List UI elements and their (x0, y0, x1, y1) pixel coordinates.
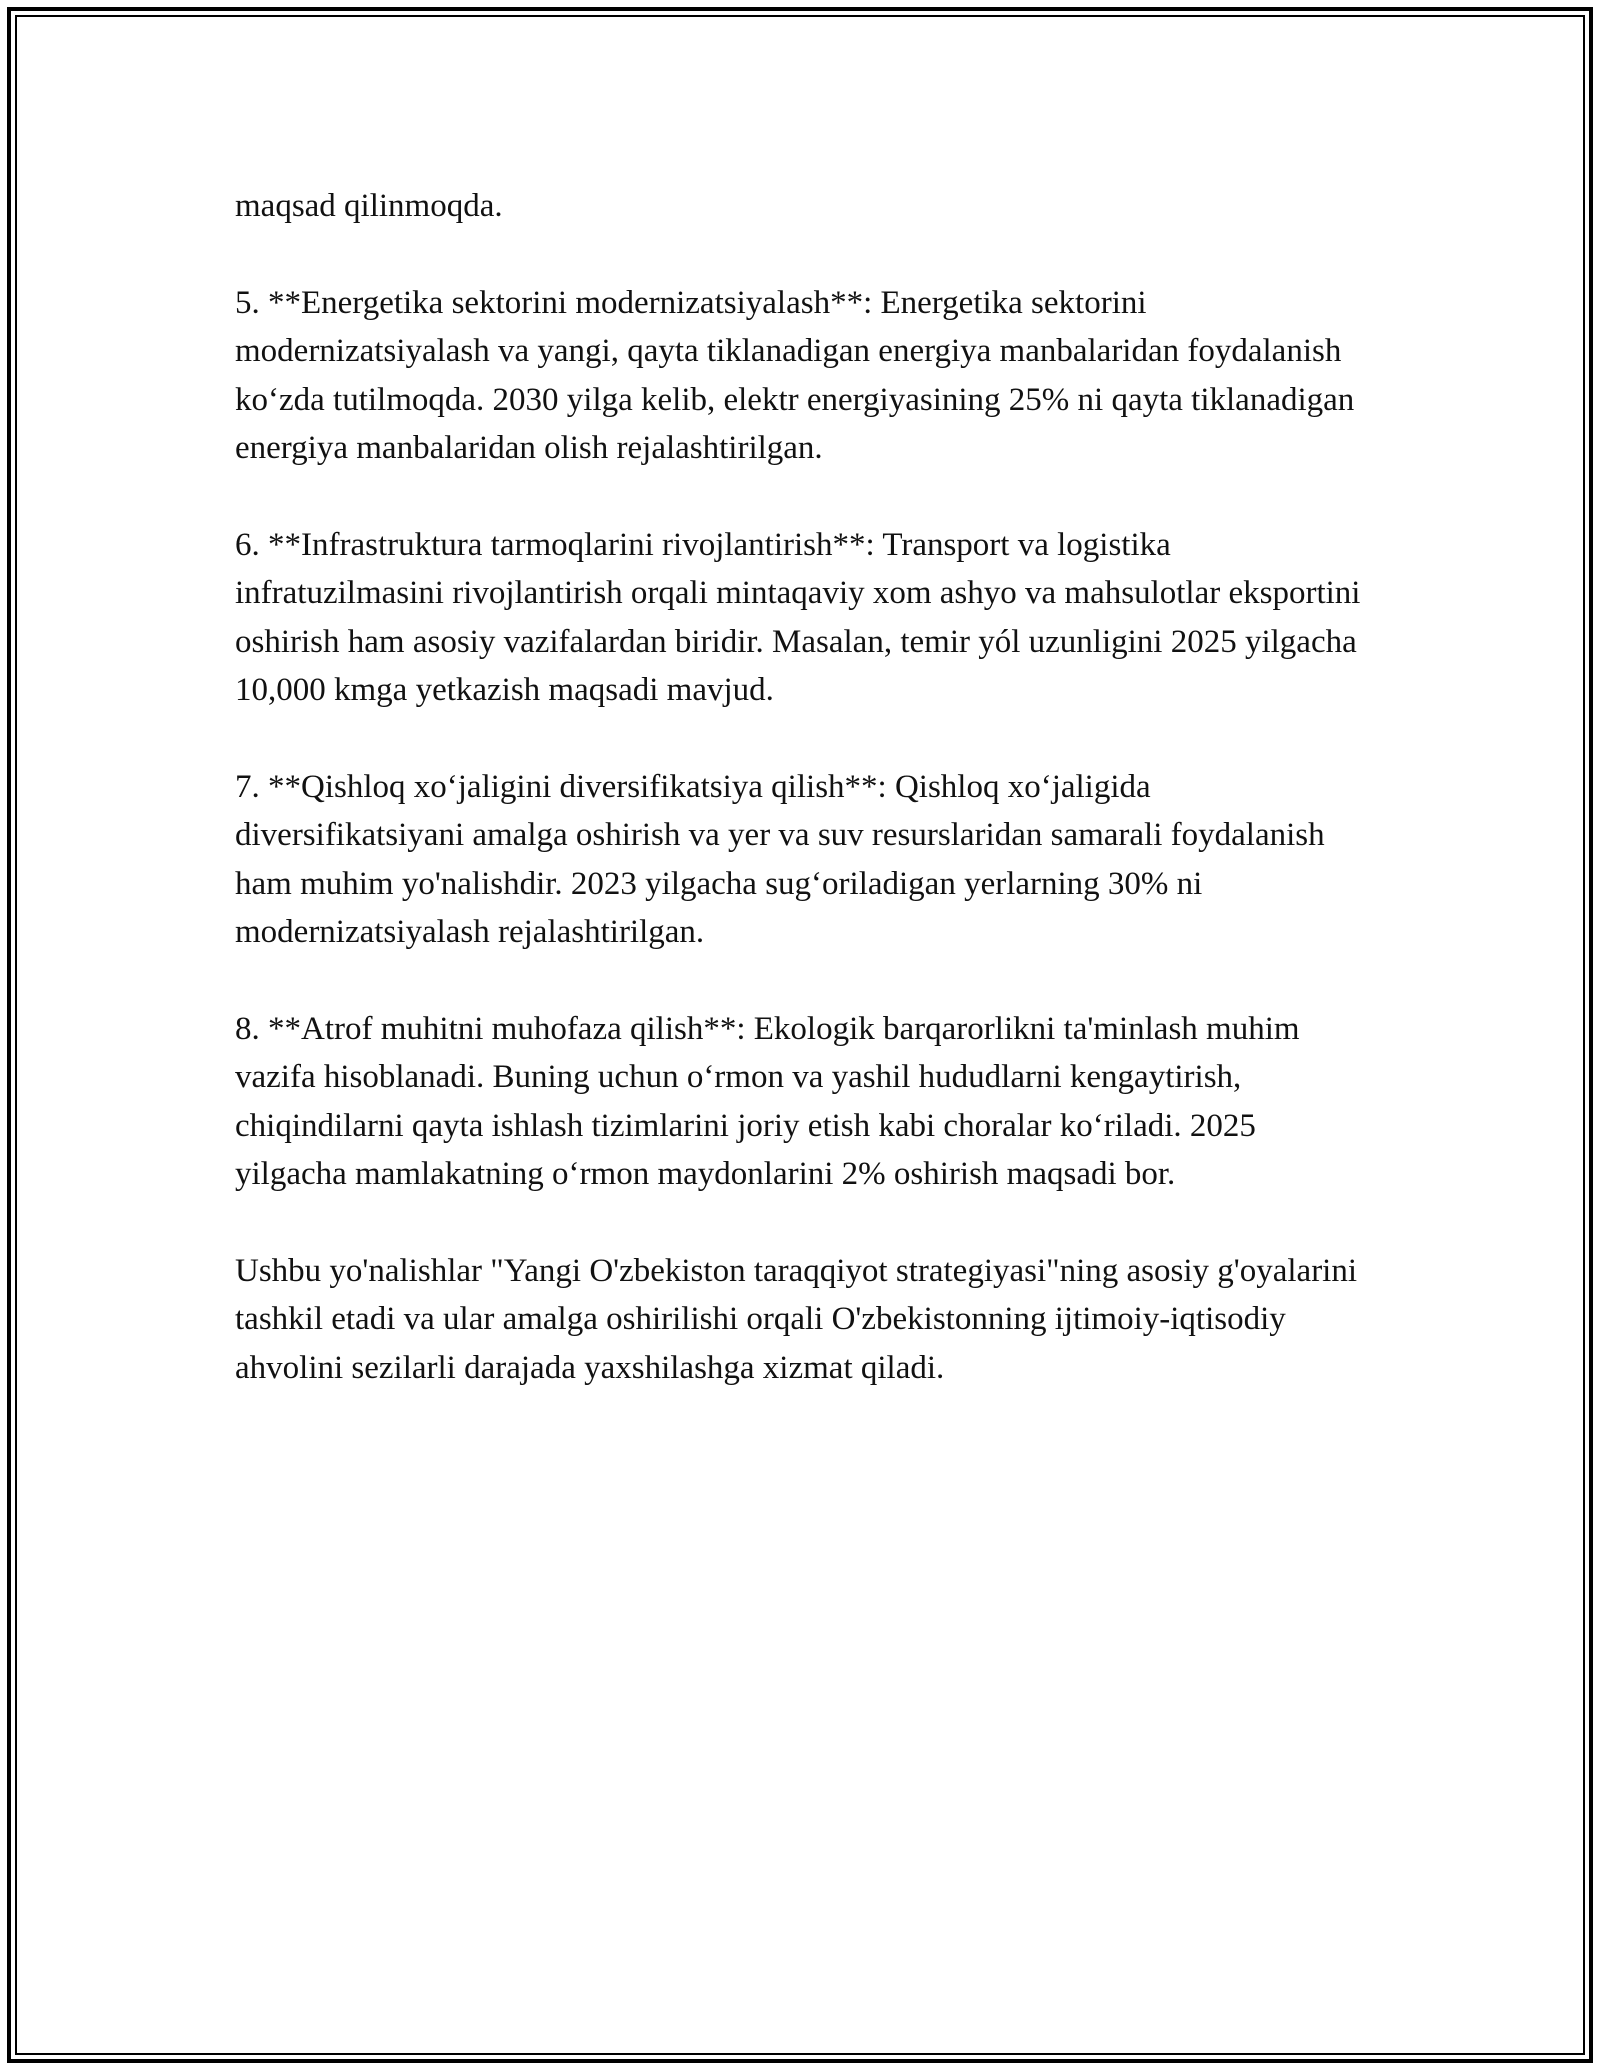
document-body (235, 182, 1365, 1440)
paragraph-continuation: maqsad qilinmoqda. (235, 188, 503, 224)
paragraph-conclusion: Ushbu yo'nalishlar "Yangi O'zbekiston taraqqiyot strategiyasi"ning asosiy g'oyalarini tashkil etadi va ular amalga oshirilishi orqali O'zbekistonning ijtimoiy-iqtisodiy ahvolini sezilarli darajada yaxshilashga xizmat qiladi. (235, 1252, 1358, 1386)
paragraph-energetika: 5. **Energetika sektorini modernizatsiyalash**: Energetika sektorini modernizatsiyalash va yangi, qayta tiklanadigan energiya manbalaridan foydalanish ko‘zda tutilmoqda. 2030 yilga kelib, elektr energiyasining 25% ni qayta tiklanadigan energiya manbalaridan olish rejalashtirilgan. (235, 284, 1355, 467)
paragraph-infrastruktura: 6. **Infrastruktura tarmoqlarini rivojlantirish**: Transport va logistika infratuzilmasini rivojlantirish orqali mintaqaviy xom ashyo va mahsulotlar eksportini oshirish ham asosiy vazifalardan biridir. Masalan, temir yól uzunligini 2025 yilgacha 10,000 kmga yetkazish maqsadi mavjud. (235, 526, 1361, 709)
paragraph-atrof-muhit: 8. **Atrof muhitni muhofaza qilish**: Ekologik barqarorlikni ta'minlash muhim vazifa hisoblanadi. Buning uchun o‘rmon va yashil hududlarni kengaytirish, chiqindilarni qayta ishlash tizimlarini joriy etish kabi choralar ko‘riladi. 2025 yilgacha mamlakatning o‘rmon maydonlarini 2% oshirish maqsadi bor. (235, 1010, 1300, 1193)
paragraph-qishloq-xojaligi: 7. **Qishloq xo‘jaligini diversifikatsiya qilish**: Qishloq xo‘jaligida diversifikatsiyani amalga oshirish va yer va suv resurslaridan samarali foydalanish ham muhim yo'nalishdir. 2023 yilgacha sug‘oriladigan yerlarning 30% ni modernizatsiyalash rejalashtirilgan. (235, 768, 1325, 951)
